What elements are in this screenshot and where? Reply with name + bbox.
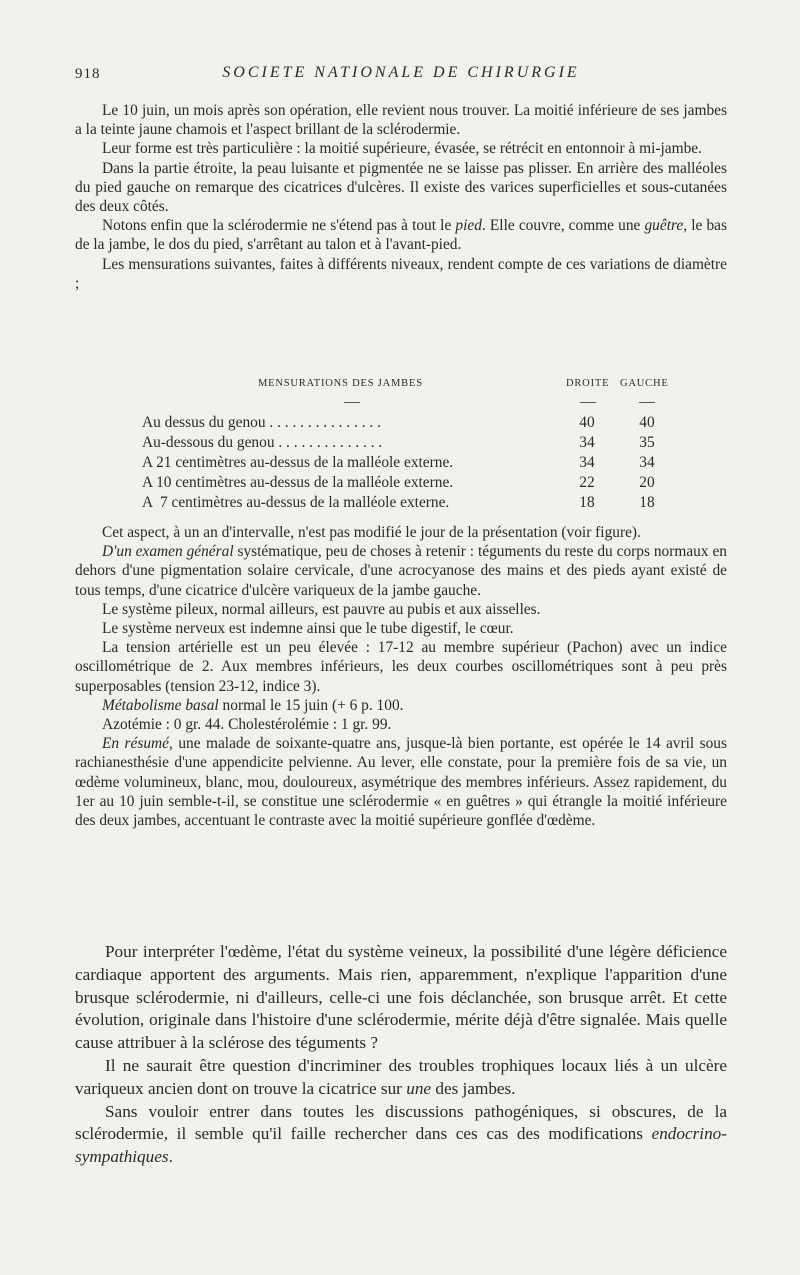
paragraph: Notons enfin que la sclérodermie ne s'étend pas à tout le pied. Elle couvre, comme une guêtre, le bas de la jambe, le dos du pied, s'arrêtant au talon et à l'avant-pied. (75, 217, 727, 254)
paragraph: Métabolisme basal normal le 15 juin (+ 6 p. 100. (102, 696, 404, 714)
paragraph: Le système pileux, normal ailleurs, est pauvre au pubis et aux aisselles. (102, 600, 541, 618)
paragraph: En résumé, une malade de soixante-quatre ans, jusque-là bien portante, est opérée le 14 avril sous rachianesthésie d'une appendicite pelvienne. Au lever, elle constate, pour la première fois de sa vie, un œdème volumineux, blanc, mou, douloureux, asymétrique des membres inférieurs. Assez rapidement, du 1er au 10 juin semble-t-il, se constitue une sclérodermie « en guêtres » qui étrangle la moitié inférieure des deux jambes, accentuant le contraste avec la moitié supérieure gonflée d'œdème. (75, 735, 727, 830)
paragraph: Sans vouloir entrer dans toutes les discussions pathogéniques, si obscures, de la sclérodermie, il semble qu'il faille rechercher dans ces cas des modifications endocrino-sympathiques. (75, 1101, 727, 1167)
paragraph: Le 10 juin, un mois après son opération, elle revient nous trouver. La moitié inférieure de ses jambes a la teinte jaune chamois et l'aspect brillant de la sclérodermie. (75, 102, 727, 139)
header-rule (142, 394, 680, 414)
paragraph: Pour interpréter l'œdème, l'état du système veineux, la possibilité d'une légère déficience cardiaque apportent des arguments. Mais rien, apparemment, n'explique l'apparition d'une brusque sclérodermie, ni d'ailleurs, celle-ci une fois déclanchée, son brusque arrêt. Et cette évolution, originale dans l'histoire d'une sclérodermie, mérite déjà d'être signalée. Mais quelle cause attribuer à la sclérose des téguments ? (75, 942, 727, 1053)
paragraph: La tension artérielle est un peu élevée : 17-12 au membre supérieur (Pachon) avec un indice oscillométrique de 2. Aux membres inférieurs, les deux courbes oscillométriques sont à peu près superposables (tension 23-12, indice 3). (75, 639, 727, 695)
running-head: SOCIETE NATIONALE DE CHIRURGIE (222, 64, 580, 81)
table-row: A 7 centimètres au-dessus de la malléole externe. 18 18 (142, 494, 655, 511)
paragraph: Dans la partie étroite, la peau luisante et pigmentée ne se laisse pas plisser. En arrière des malléoles du pied gauche on remarque des cicatrices d'ulcères. Il existe des varices superficielles et sous-cutanées des deux côtés. (75, 159, 727, 216)
column-header-left: GAUCHE (620, 378, 669, 389)
column-header-right: DROITE (566, 378, 610, 389)
page-header (75, 64, 727, 86)
page-number: 918 (75, 66, 101, 82)
table-row: Au-dessous du genou . . . . . . . . . . . . . . 34 35 (142, 434, 655, 451)
text-block-3 (75, 941, 727, 1169)
table-row: A 21 centimètres au-dessus de la malléole externe. 34 34 (142, 454, 655, 471)
paragraph: Azotémie : 0 gr. 44. Cholestérolémie : 1 gr. 99. (102, 716, 392, 734)
paragraph: Les mensurations suivantes, faites à différents niveaux, rendent compte de ces variations de diamètre ; (75, 255, 727, 292)
measurements-table (142, 374, 680, 514)
paragraph: Leur forme est très particulière : la moitié supérieure, évasée, se rétrécit en entonnoir à mi-jambe. (102, 140, 702, 158)
paragraph: Cet aspect, à un an d'intervalle, n'est pas modifié le jour de la présentation (voir figure). (102, 524, 641, 541)
table-header (142, 374, 680, 394)
table-row: Au dessus du genou . . . . . . . . . . . . . . . 40 40 (142, 414, 655, 431)
table-row: A 10 centimètres au-dessus de la malléole externe. 22 20 (142, 474, 655, 491)
text-block-2 (75, 523, 727, 830)
paragraph: Il ne saurait être question d'incriminer des troubles trophiques locaux liés à un ulcère variqueux ancien dont on trouve la cicatrice sur une des jambes. (75, 1055, 727, 1098)
column-header-label: MENSURATIONS DES JAMBES (258, 378, 423, 389)
paragraph: D'un examen général systématique, peu de choses à retenir : téguments du reste du corps normaux en dehors d'une pigmentation solaire cervicale, d'une acrocyanose des mains et des pieds ayant existé de tous temps, d'une cicatrice d'ulcère variqueux de la jambe gauche. (75, 543, 727, 599)
text-block-1 (75, 101, 727, 293)
paragraph: Le système nerveux est indemne ainsi que le tube digestif, le cœur. (102, 620, 514, 638)
